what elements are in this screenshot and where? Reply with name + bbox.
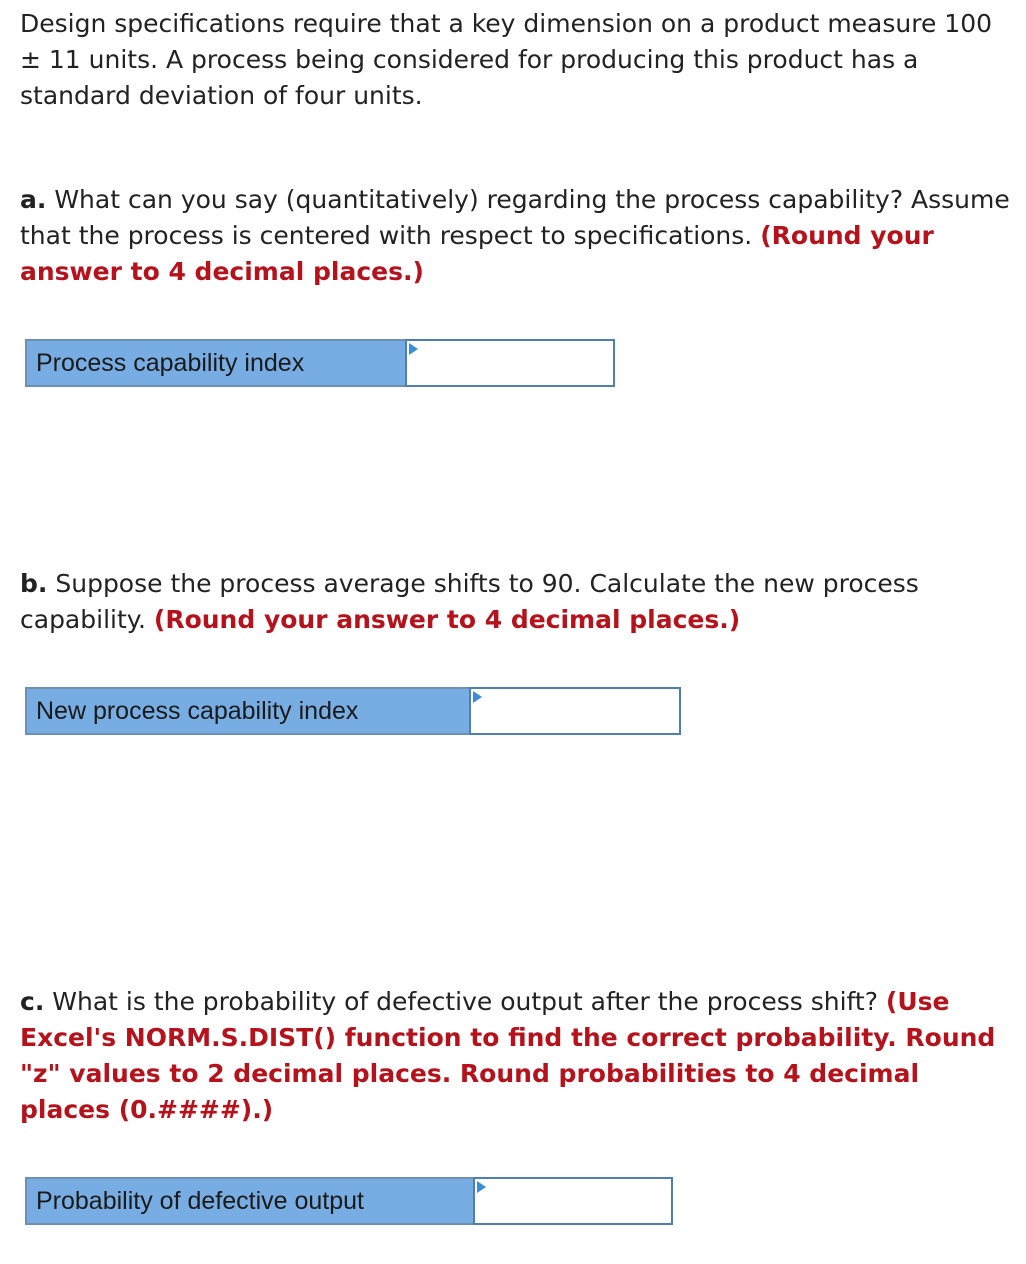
part-a-question-text: What can you say (quantitatively) regarding the process capability? Assume that the process is centered with respect to specifications. xyxy=(20,185,1010,250)
part-a-answer-row xyxy=(25,339,615,387)
part-b-label: b. xyxy=(20,569,48,598)
part-a-label: a. xyxy=(20,185,47,214)
problem-intro: Design specifications require that a key dimension on a product measure 100 ± 11 units. A process being considered for producing this product has a standard deviation of four units. xyxy=(20,9,993,110)
part-c-answer-label: Probability of defective output xyxy=(25,1177,473,1225)
part-a-answer-label: Process capability index xyxy=(25,339,405,387)
process-capability-index-input[interactable] xyxy=(407,341,613,385)
part-a-question xyxy=(20,182,1010,290)
part-c-answer-row xyxy=(25,1177,673,1225)
part-c-instruction: (Use Excel's NORM.S.DIST() function to find the correct probability. Round "z" values to 2 decimal places. Round probabilities to 4 decimal places (0.####).) xyxy=(20,987,996,1124)
part-c-label: c. xyxy=(20,987,45,1016)
part-b-answer-row xyxy=(25,687,681,735)
part-a-instruction: (Round your answer to 4 decimal places.) xyxy=(20,221,934,286)
part-c-question xyxy=(20,984,1010,1128)
flag-icon xyxy=(477,1181,486,1193)
probability-defective-output-input[interactable] xyxy=(475,1179,671,1223)
new-process-capability-index-input[interactable] xyxy=(471,689,679,733)
part-c-question-text: What is the probability of defective output after the process shift? xyxy=(52,987,878,1016)
part-c-answer-box[interactable] xyxy=(473,1177,673,1225)
flag-icon xyxy=(409,343,418,355)
part-b-answer-label: New process capability index xyxy=(25,687,469,735)
flag-icon xyxy=(473,691,482,703)
part-a-answer-box[interactable] xyxy=(405,339,615,387)
part-b-question-text: Suppose the process average shifts to 90. Calculate the new process capability. xyxy=(20,569,919,634)
part-b-question xyxy=(20,566,1010,638)
part-b-answer-box[interactable] xyxy=(469,687,681,735)
part-b-instruction: (Round your answer to 4 decimal places.) xyxy=(153,605,741,634)
